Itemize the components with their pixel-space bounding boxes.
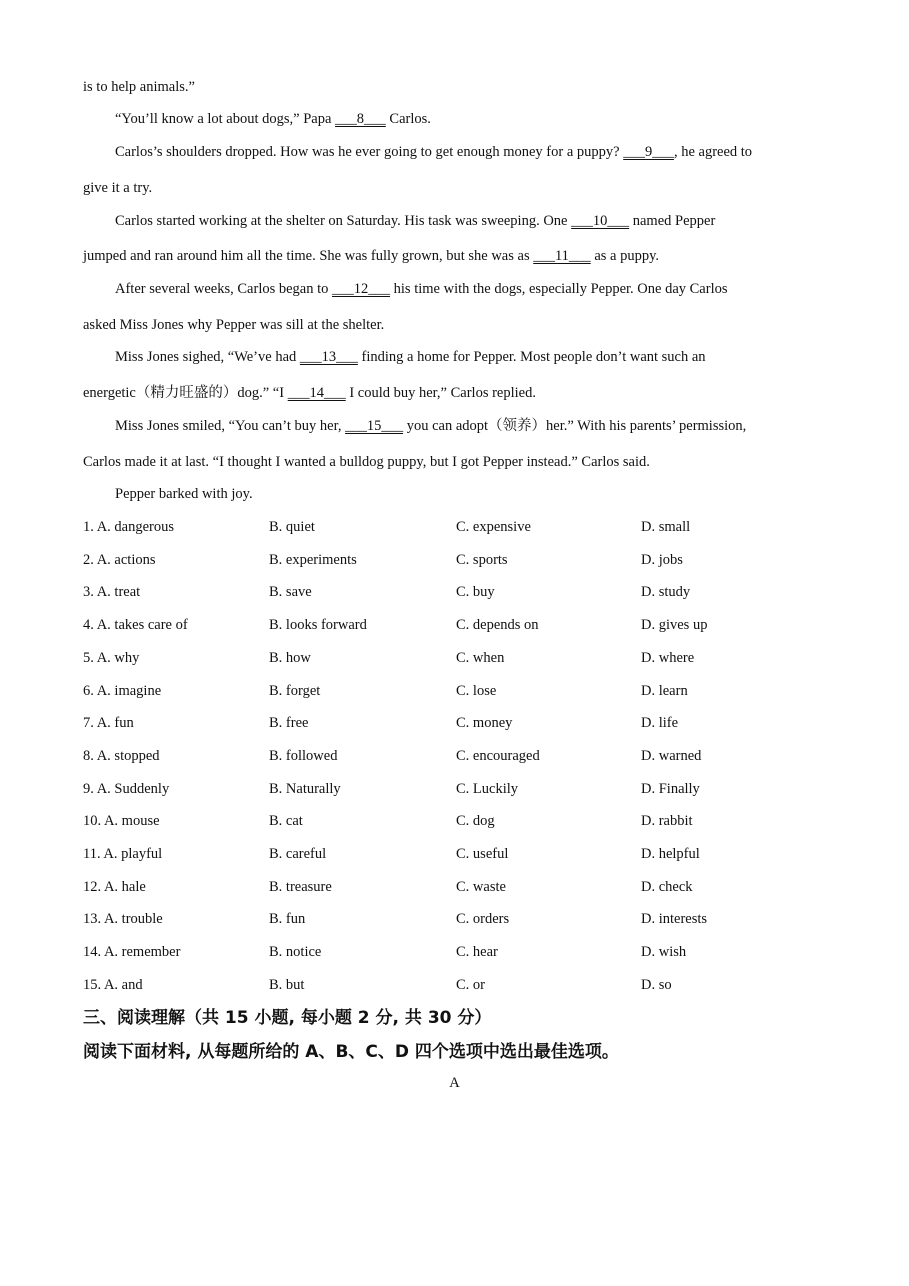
option-a: 6. A. imagine — [83, 683, 162, 699]
passage-line-11: Miss Jones smiled, “You can’t buy her, ___15___ you can adopt（领养）her.” With his parents’ permission, — [115, 418, 747, 434]
option-d: D. small — [641, 519, 691, 535]
option-d: D. gives up — [641, 617, 708, 633]
option-a: 12. A. hale — [83, 879, 146, 895]
option-b: B. followed — [269, 748, 338, 764]
option-c: C. waste — [456, 879, 506, 895]
blank-9: ___9___ — [623, 144, 674, 160]
option-d: D. where — [641, 650, 695, 666]
option-c: C. sports — [456, 552, 508, 568]
option-d: D. life — [641, 715, 679, 731]
blank-14: ___14___ — [287, 385, 346, 401]
section-title: 三、阅读理解（共 15 小题, 每小题 2 分, 共 30 分） — [83, 1008, 492, 1028]
option-d: D. learn — [641, 683, 688, 699]
option-c: C. when — [456, 650, 505, 666]
option-a: 7. A. fun — [83, 715, 134, 731]
blank-15: ___15___ — [345, 418, 404, 434]
passage-line-4: give it a try. — [83, 180, 153, 196]
option-c: C. lose — [456, 683, 497, 699]
option-c: C. encouraged — [456, 748, 540, 764]
option-a: 15. A. and — [83, 977, 143, 993]
option-b: B. fun — [269, 911, 306, 927]
passage-label: A — [449, 1075, 460, 1091]
option-a: 1. A. dangerous — [83, 519, 175, 535]
option-a: 3. A. treat — [83, 584, 141, 600]
option-b: B. looks forward — [269, 617, 367, 633]
option-d: D. rabbit — [641, 813, 693, 829]
option-b: B. free — [269, 715, 309, 731]
section-instruction: 阅读下面材料, 从每题所给的 A、B、C、D 四个选项中选出最佳选项。 — [83, 1042, 619, 1062]
option-d: D. so — [641, 977, 672, 993]
blank-12: ___12___ — [332, 281, 391, 297]
option-a: 14. A. remember — [83, 944, 181, 960]
passage-line-1: is to help animals.” — [83, 79, 195, 95]
option-a: 5. A. why — [83, 650, 140, 666]
option-b: B. treasure — [269, 879, 332, 895]
option-a: 2. A. actions — [83, 552, 156, 568]
option-c: C. depends on — [456, 617, 539, 633]
option-a: 11. A. playful — [83, 846, 163, 862]
option-c: C. buy — [456, 584, 495, 600]
option-c: C. dog — [456, 813, 495, 829]
blank-8: ___8___ — [335, 111, 386, 127]
passage-line-2: “You’ll know a lot about dogs,” Papa ___8___ Carlos. — [115, 111, 431, 127]
passage-line-9: Miss Jones sighed, “We’ve had ___13___ finding a home for Pepper. Most people don’t want such an — [115, 349, 706, 365]
option-d: D. Finally — [641, 781, 700, 797]
option-c: C. useful — [456, 846, 509, 862]
blank-13: ___13___ — [299, 349, 358, 365]
passage-line-3: Carlos’s shoulders dropped. How was he ever going to get enough money for a puppy? ___9___, he agreed to — [115, 144, 753, 160]
option-b: B. Naturally — [269, 781, 341, 797]
option-d: D. wish — [641, 944, 687, 960]
passage-line-13: Pepper barked with joy. — [115, 486, 253, 502]
option-d: D. study — [641, 584, 691, 600]
option-c: C. or — [456, 977, 485, 993]
option-b: B. forget — [269, 683, 321, 699]
option-b: B. quiet — [269, 519, 315, 535]
option-d: D. warned — [641, 748, 702, 764]
option-d: D. check — [641, 879, 693, 895]
option-b: B. careful — [269, 846, 327, 862]
option-b: B. cat — [269, 813, 303, 829]
option-b: B. notice — [269, 944, 322, 960]
option-b: B. but — [269, 977, 305, 993]
blank-10: ___10___ — [571, 213, 630, 229]
passage-line-12: Carlos made it at last. “I thought I wanted a bulldog puppy, but I got Pepper instead.” Carlos said. — [83, 454, 650, 470]
option-a: 13. A. trouble — [83, 911, 163, 927]
passage-line-8: asked Miss Jones why Pepper was sill at the shelter. — [83, 317, 385, 333]
option-b: B. experiments — [269, 552, 357, 568]
passage-line-6: jumped and ran around him all the time. She was fully grown, but she was as ___11___ as a puppy. — [83, 248, 660, 264]
blank-11: ___11___ — [533, 248, 591, 264]
option-c: C. expensive — [456, 519, 531, 535]
option-a: 8. A. stopped — [83, 748, 160, 764]
option-c: C. orders — [456, 911, 510, 927]
passage-line-10: energetic（精力旺盛的）dog.” “I ___14___ I could buy her,” Carlos replied. — [83, 385, 536, 401]
option-b: B. save — [269, 584, 312, 600]
passage-line-7: After several weeks, Carlos began to ___12___ his time with the dogs, especially Pepper. One day Carlos — [115, 281, 728, 297]
option-c: C. Luckily — [456, 781, 519, 797]
option-b: B. how — [269, 650, 311, 666]
option-d: D. helpful — [641, 846, 700, 862]
option-d: D. interests — [641, 911, 708, 927]
option-a: 4. A. takes care of — [83, 617, 188, 633]
passage-line-5: Carlos started working at the shelter on Saturday. His task was sweeping. One ___10___ named Pepper — [115, 213, 716, 229]
option-a: 9. A. Suddenly — [83, 781, 170, 797]
option-c: C. money — [456, 715, 513, 731]
option-c: C. hear — [456, 944, 498, 960]
option-a: 10. A. mouse — [83, 813, 160, 829]
option-d: D. jobs — [641, 552, 683, 568]
